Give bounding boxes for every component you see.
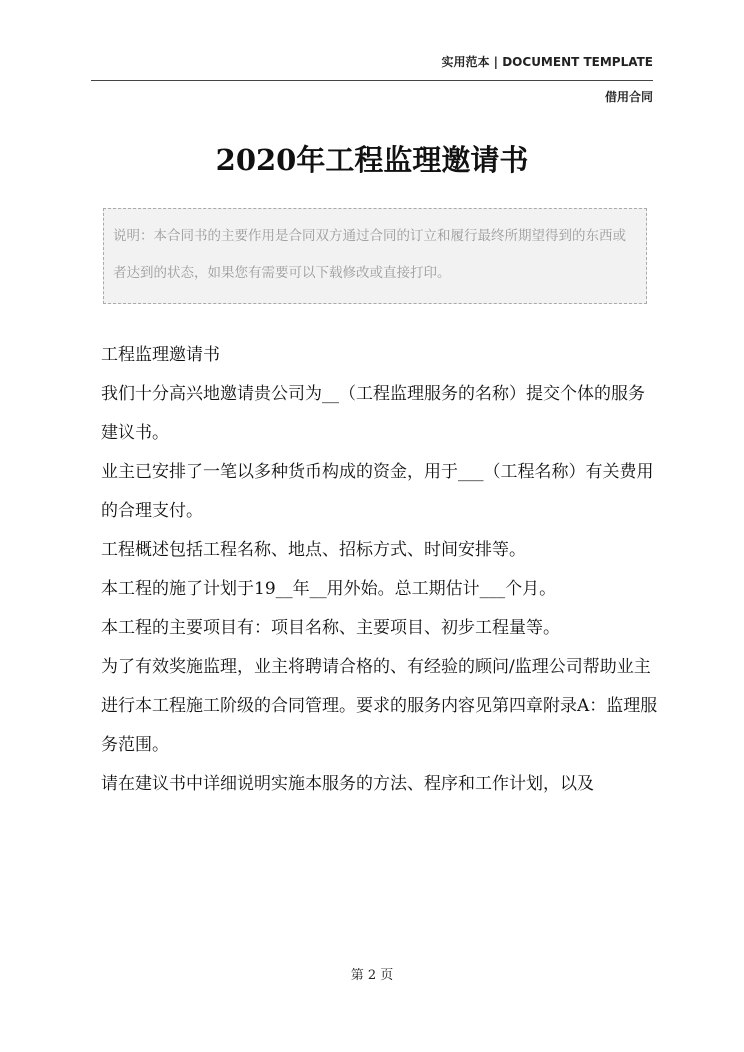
paragraph: 请在建议书中详细说明实施本服务的方法、程序和工作计划，以及 [101,774,594,794]
paragraph: 为了有效奖施监理，业主将聘请合格的、有经验的顾问/监理公司帮助业主进行本工程施工阶级的合同管理。要求的服务内容见第四章附录A：监理服务范围。 [101,657,658,755]
paragraph-heading: 工程监理邀请书 [101,345,220,365]
document-body [101,336,661,804]
note-text: 说明：本合同书的主要作用是合同双方通过合同的订立和履行最终所期望得到的东西或者达到的状态，如果您有需要可以下载修改或直接打印。 [113,228,626,281]
page-number: 第 2 页 [350,968,394,983]
paragraph: 工程概述包括工程名称、地点、招标方式、时间安排等。 [101,540,526,560]
header-divider [91,80,653,81]
header-category: 借用合同 [604,90,653,104]
document-title: 2020年工程监理邀请书 [215,143,529,177]
note-box [103,208,647,304]
paragraph: 本工程的施了计划于19__年__用外始。总工期估计___个月。 [101,579,557,599]
header-brand: 实用范本 | DOCUMENT TEMPLATE [441,55,653,69]
paragraph: 本工程的主要项目有：项目名称、主要项目、初步工程量等。 [101,618,560,638]
paragraph: 业主已安排了一笔以多种货币构成的资金，用于___（工程名称）有关费用的合理支付。 [101,462,654,521]
paragraph: 我们十分高兴地邀请贵公司为__（工程监理服务的名称）提交个体的服务建议书。 [101,384,645,443]
